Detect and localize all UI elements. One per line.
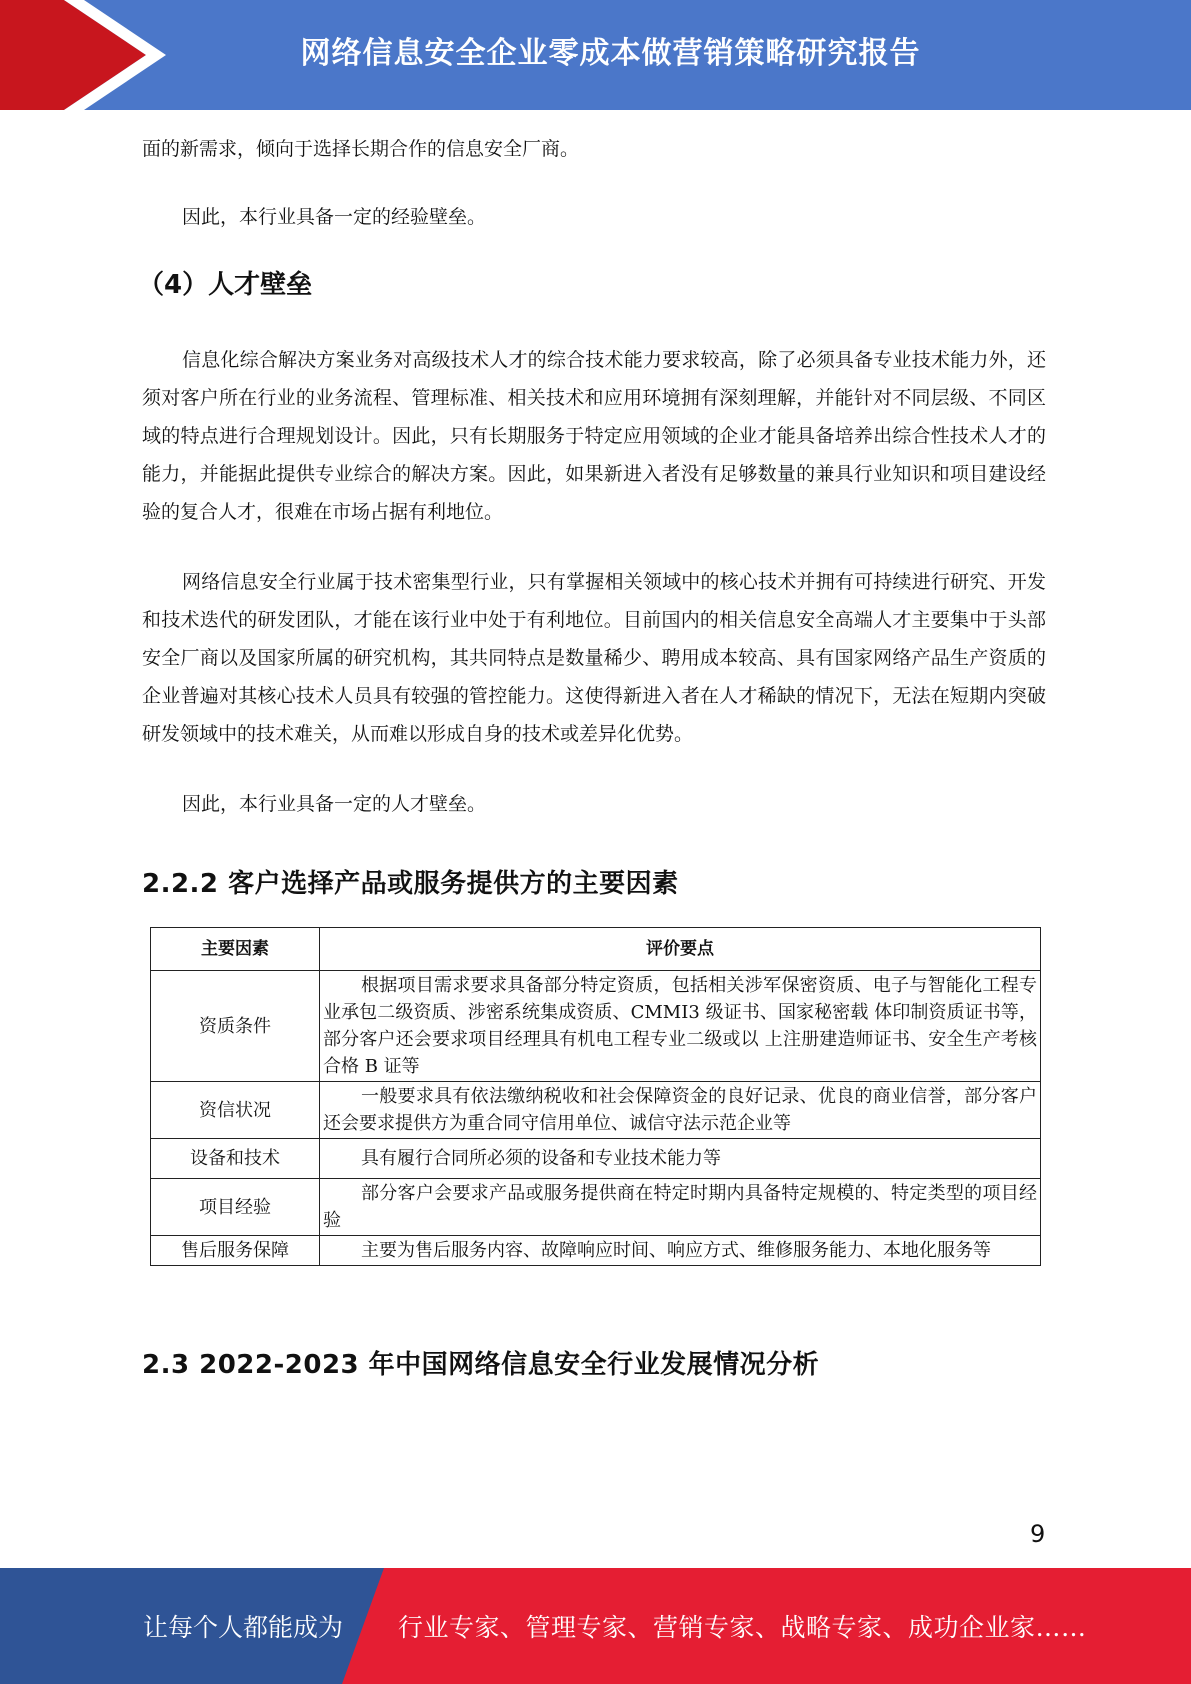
subheading-talent-barrier: （4）人才壁垒 xyxy=(138,270,313,300)
paragraph-talent-1: 信息化综合解决方案业务对高级技术人才的综合技术能力要求较高，除了必须具备专业技术能力外，还须对客户所在行业的业务流程、管理标准、相关技术和应用环境拥有深刻理解，并能针对不同层级、不同区域的特点进行合理规划设计。因此，只有长期服务于特定应用领域的企业才能具备培养出综合性技术人才的能力，并能据此提供专业综合的解决方案。因此，如果新进入者没有足够数量的兼具行业知识和项目建设经验的复合人才，很难在市场占据有利地位。 xyxy=(142,349,1046,523)
table-header-factor: 主要因素 xyxy=(151,928,320,971)
point-cell: 具有履行合同所必须的设备和专业技术能力等 xyxy=(320,1139,1041,1179)
table-header-point: 评价要点 xyxy=(320,928,1041,971)
point-cell: 根据项目需求要求具备部分特定资质，包括相关涉军保密资质、电子与智能化工程专业承包二级资质、涉密系统集成资质、CMMI3 级证书、国家秘密载 体印制资质证书等，部分客户还会要求项目经理具有机电工程专业二级或以 上注册建造师证书、安全生产考核合格 B 证等 xyxy=(320,971,1041,1082)
table-row xyxy=(151,971,1041,1082)
table-row xyxy=(151,1179,1041,1236)
point-cell: 部分客户会要求产品或服务提供商在特定时期内具备特定规模的、特定类型的项目经验 xyxy=(320,1179,1041,1236)
page-footer xyxy=(0,1568,1191,1684)
section-heading-2-2-2: 2.2.2 客户选择产品或服务提供方的主要因素 xyxy=(142,869,679,899)
factor-cell: 项目经验 xyxy=(151,1179,320,1236)
paragraph-talent-2: 网络信息安全行业属于技术密集型行业，只有掌握相关领域中的核心技术并拥有可持续进行研究、开发和技术迭代的研发团队，才能在该行业中处于有利地位。目前国内的相关信息安全高端人才主要集中于头部安全厂商以及国家所属的研究机构，其共同特点是数量稀少、聘用成本较高、具有国家网络产品生产资质的企业普遍对其核心技术人员具有较强的管控能力。这使得新进入者在人才稀缺的情况下，无法在短期内突破研发领域中的技术难关，从而难以形成自身的技术或差异化优势。 xyxy=(142,571,1046,745)
paragraph-continuation: 面的新需求，倾向于选择长期合作的信息安全厂商。 xyxy=(142,138,580,160)
table-row xyxy=(151,1236,1041,1266)
factor-cell: 售后服务保障 xyxy=(151,1236,320,1266)
factor-cell: 资信状况 xyxy=(151,1082,320,1139)
point-cell: 一般要求具有依法缴纳税收和社会保障资金的良好记录、优良的商业信誉，部分客户还会要求提供方为重合同守信用单位、诚信守法示范企业等 xyxy=(320,1082,1041,1139)
section-heading-2-3: 2.3 2022-2023 年中国网络信息安全行业发展情况分析 xyxy=(142,1350,820,1380)
table-row xyxy=(151,1082,1041,1139)
customer-factors-table xyxy=(150,927,1041,1266)
paragraph-talent-conclusion: 因此，本行业具备一定的人才壁垒。 xyxy=(182,793,487,815)
point-cell: 主要为售后服务内容、故障响应时间、响应方式、维修服务能力、本地化服务等 xyxy=(320,1236,1041,1266)
factor-cell: 资质条件 xyxy=(151,971,320,1082)
factor-cell: 设备和技术 xyxy=(151,1139,320,1179)
page-header xyxy=(0,0,1191,110)
page-content xyxy=(138,130,1046,1381)
table-row xyxy=(151,1139,1041,1179)
page-number: 9 xyxy=(1030,1520,1046,1548)
footer-slogan-right: 行业专家、管理专家、营销专家、战略专家、成功企业家…… xyxy=(398,1613,1087,1642)
table-header-row xyxy=(151,928,1041,971)
footer-slogan-left: 让每个人都能成为 xyxy=(143,1613,344,1642)
report-title: 网络信息安全企业零成本做营销策略研究报告 xyxy=(300,36,921,71)
paragraph-experience-conclusion: 因此，本行业具备一定的经验壁垒。 xyxy=(182,206,487,228)
